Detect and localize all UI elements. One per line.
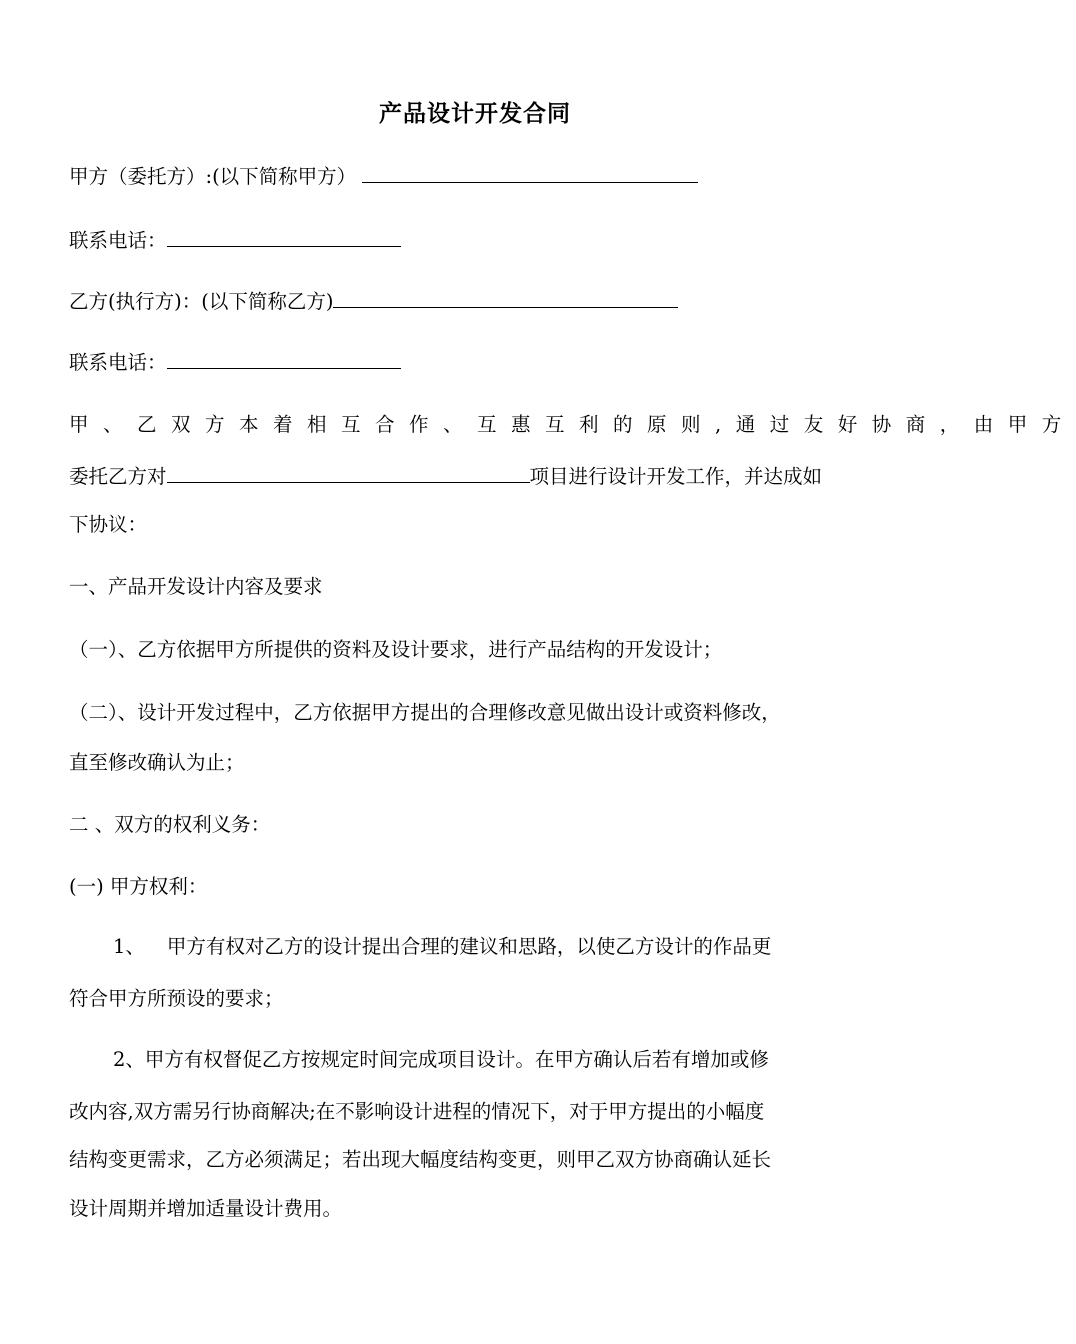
phone-line-2 <box>69 346 401 379</box>
phone-blank-2 <box>167 346 401 369</box>
right1-number: 1、 <box>113 935 145 958</box>
intro-line-2-before: 委托乙方对 <box>69 465 167 488</box>
right1-line2: 符合甲方所预设的要求； <box>69 987 284 1010</box>
section1-item2-line1: （二）、设计开发过程中，乙方依据甲方提出的合理修改意见做出设计或资料修改， <box>69 701 781 724</box>
party-a-blank <box>362 160 698 183</box>
right1-text: 甲方有权对乙方的设计提出合理的建议和思路，以使乙方设计的作品更 <box>166 935 772 958</box>
right2-line1: 2、甲方有权督促乙方按规定时间完成项目设计。在甲方确认后若有增加或修 <box>113 1048 769 1071</box>
section2-heading: 二 、双方的权利义务： <box>69 813 271 836</box>
section1-heading: 一、产品开发设计内容及要求 <box>69 575 323 598</box>
intro-line-3: 下协议： <box>69 513 148 536</box>
intro-line-2-after: 项目进行设计开发工作，并达成如 <box>529 465 823 488</box>
party-a-line <box>69 160 698 193</box>
phone-label-2: 联系电话： <box>69 351 167 374</box>
phone-blank-1 <box>167 224 401 247</box>
section1-item2-line2: 直至修改确认为止； <box>69 751 245 774</box>
right2-line3: 结构变更需求，乙方必须满足；若出现大幅度结构变更，则甲乙双方协商确认延长 <box>69 1148 772 1171</box>
intro-line-1: 甲、乙双方本着相互合作、互惠互利的原则,通过友好协商，由甲方 <box>69 413 1076 436</box>
project-name-blank <box>167 460 530 483</box>
party-a-label: 甲方（委托方）:(以下简称甲方） <box>69 165 357 188</box>
right2-line2: 改内容,双方需另行协商解决;在不影响设计进程的情况下，对于甲方提出的小幅度 <box>69 1100 765 1123</box>
section2-subheading: (一) 甲方权利： <box>69 875 208 898</box>
party-b-label: 乙方(执行方)：(以下简称乙方) <box>69 290 334 313</box>
phone-label-1: 联系电话： <box>69 229 167 252</box>
phone-line-1 <box>69 224 401 257</box>
document-title: 产品设计开发合同 <box>379 100 571 127</box>
party-b-blank <box>333 285 678 308</box>
section1-item1: （一）、乙方依据甲方所提供的资料及设计要求，进行产品结构的开发设计； <box>69 638 723 661</box>
party-b-line <box>69 285 678 318</box>
right1-line1 <box>113 931 771 963</box>
right2-line4: 设计周期并增加适量设计费用。 <box>69 1197 343 1220</box>
intro-line-2 <box>69 460 822 493</box>
